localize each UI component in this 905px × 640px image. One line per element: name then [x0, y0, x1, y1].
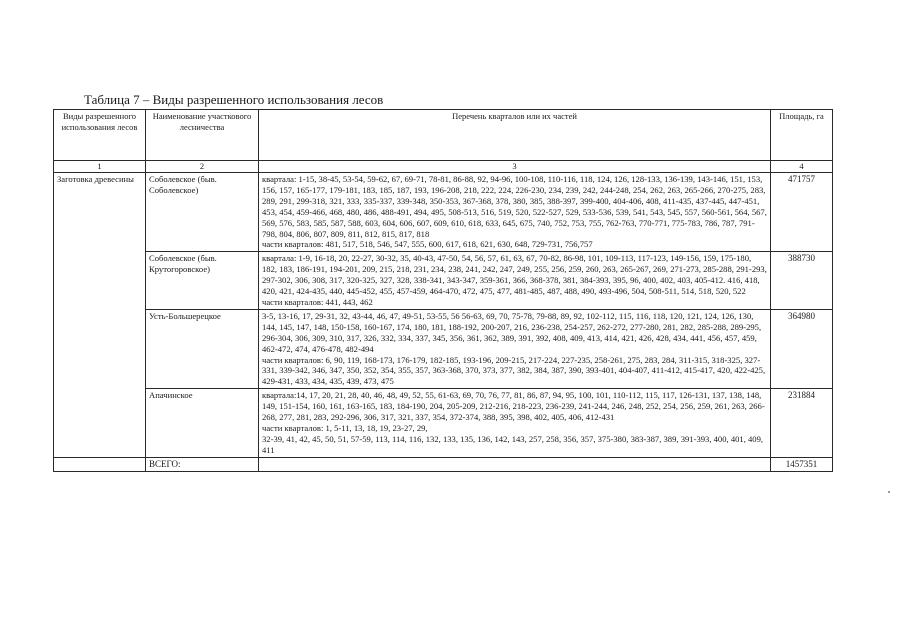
forest-use-table: [53, 109, 833, 472]
table-row: [54, 252, 833, 310]
area-cell: 388730: [771, 252, 833, 310]
quarters-cell: [259, 389, 771, 457]
forestry-cell: Соболевское (быв. Крутогоровское): [146, 252, 259, 310]
quarters-list: квартала: 1-15, 38-45, 53-54, 59-62, 67, 69-71, 78-81, 86-88, 92, 94-96, 100-108, 110-116, 118, 124, 126, 128-133, 136-139, 143-146, 151, 153, 156, 157, 165-177, 179-181, 183, 185, 187, 193, 196-208, 218, 222, 224, 226-230, 234, 239, 242, 244-248, 254, 262, 263, 265-266, 270-275, 283, 289, 291, 299-318, 321, 333, 335-337, 339-348, 350-353, 367-368, 378, 380, 385, 388-397, 399-400, 404-406, 408, 411-435, 437-445, 447-451, 453, 454, 459-466, 468, 480, 486, 488-491, 494, 495, 508-513, 516, 519, 520, 522-527, 529, 533-536, 539, 541, 543, 545, 557, 560-561, 564, 567, 569, 576, 583, 585, 587, 588, 603, 604, 606, 607, 609, 610, 618, 633, 645, 675, 740, 752, 753, 755, 762-763, 770-771, 775-783, 786, 787, 791-798, 804, 806, 807, 809, 811, 812, 815, 817, 818: [262, 174, 767, 239]
header-area: Площадь, га: [771, 110, 833, 161]
quarters-list: 3-5, 13-16, 17, 29-31, 32, 43-44, 46, 47, 49-51, 53-55, 56 56-63, 69, 70, 75-78, 79-88, 89, 92, 102-112, 115, 116, 118, 120, 121, 124, 126, 130, 144, 145, 147, 148, 150-158, 160-167, 174, 180, 181, 188-192, 200-207, 216, 236-238, 254-257, 262-272, 277-280, 281, 282, 285-288, 289-295, 296-304, 306, 309, 310, 317, 326, 332, 334, 337, 345, 356, 361, 362, 389, 391, 392, 408, 409, 413, 414, 421, 426, 428, 434, 441, 456, 457, 459, 462-472, 474, 476-478, 482-494: [262, 310, 762, 354]
quarter-parts-list: части кварталов: 1, 5-11, 13, 18, 19, 23-27, 29,: [262, 422, 428, 433]
quarters-cell: [259, 309, 771, 388]
area-cell: 364980: [771, 309, 833, 388]
column-number: 3: [259, 161, 771, 173]
quarters-cell: [259, 173, 771, 252]
area-cell: 231884: [771, 389, 833, 457]
header-row: [54, 110, 833, 161]
column-number: 4: [771, 161, 833, 173]
table-row: [54, 309, 833, 388]
quarters-cell: [259, 252, 771, 310]
total-empty-cell: [54, 457, 146, 471]
forestry-cell: Соболевское (быв. Соболевское): [146, 173, 259, 252]
forestry-cell: Апачинское: [146, 389, 259, 457]
use-type-cell: Заготовка древесины: [54, 173, 146, 458]
total-value: 1457351: [771, 457, 833, 471]
total-row: [54, 457, 833, 471]
header-quarters: Перечень кварталов или их частей: [259, 110, 771, 161]
quarter-parts-list-continued: 32-39, 41, 42, 45, 50, 51, 57-59, 113, 114, 116, 132, 133, 135, 136, 142, 143, 257, 258, 356, 357, 375-380, 383-387, 389, 391-393, 400, 401, 409, 411: [262, 433, 764, 455]
quarters-list: квартала:14, 17, 20, 21, 28, 40, 46, 48, 49, 52, 55, 61-63, 69, 70, 76, 77, 81, 86, 87, 94, 95, 100, 101, 110-112, 115, 117, 126-131, 137, 138, 148, 149, 151-154, 160, 161, 163-165, 183, 184-190, 204, 205-209, 212-216, 218-223, 236-239, 241-244, 246, 248, 252, 254, 256, 259, 261, 263, 266-268, 277, 281, 283, 292-296, 306, 317, 321, 337, 354, 372-374, 388, 395, 398, 402, 405, 406, 412-431: [262, 390, 765, 423]
forestry-cell: Усть-Большерецкое: [146, 309, 259, 388]
quarters-list: квартала: 1-9, 16-18, 20, 22-27, 30-32, 35, 40-43, 47-50, 54, 56, 57, 61, 63, 67, 70-82, 86-98, 101, 109-113, 117-123, 149-156, 159, 175-180, 182, 183, 186-191, 194-201, 209, 215, 218, 231, 234, 238, 241, 242, 247, 249, 255, 256, 259, 260, 263, 265-267, 269, 271-273, 285-288, 291-293, 297-302, 306, 308, 317, 320-325, 327, 328, 338-341, 343-347, 359-361, 366, 368-378, 381, 384-393, 395, 96, 400, 402, 403, 405-412. 416, 418, 420, 421, 424-435, 440, 445-452, 455, 457-459, 464-470, 472, 475, 477, 481-485, 487, 488, 490, 493-496, 504, 508-511, 514, 518, 520, 522: [262, 253, 767, 297]
total-empty-cell: [259, 457, 771, 471]
quarter-parts-list: части кварталов: 6, 90, 119, 168-173, 176-179, 182-185, 193-196, 209-215, 217-224, 227-235, 258-261, 275, 283, 284, 311-315, 318-325, 327-331, 339-342, 346, 347, 350, 352, 354, 355, 357, 363-368, 370, 373, 377, 382, 384, 387, 390, 393-401, 404-407, 411-412, 415-417, 420, 422-425, 429-431, 433, 434, 435, 439, 473, 475: [262, 354, 766, 387]
quarter-parts-list: части кварталов: 481, 517, 518, 546, 547, 555, 600, 617, 618, 621, 630, 648, 729-731, 756,757: [262, 239, 593, 250]
header-use-type: Виды разрешенного использования лесов: [54, 110, 146, 161]
column-number: 2: [146, 161, 259, 173]
column-number-row: [54, 161, 833, 173]
table-row: [54, 389, 833, 457]
column-number: 1: [54, 161, 146, 173]
quarter-parts-list: части кварталов: 441, 443, 462: [262, 296, 373, 307]
table-row: [54, 173, 833, 252]
area-cell: 471757: [771, 173, 833, 252]
total-label: ВСЕГО:: [146, 457, 259, 471]
scan-speck: [888, 491, 890, 493]
table-caption: Таблица 7 – Виды разрешенного использования лесов: [84, 92, 384, 107]
header-forestry: Наименование участкового лесничества: [146, 110, 259, 161]
